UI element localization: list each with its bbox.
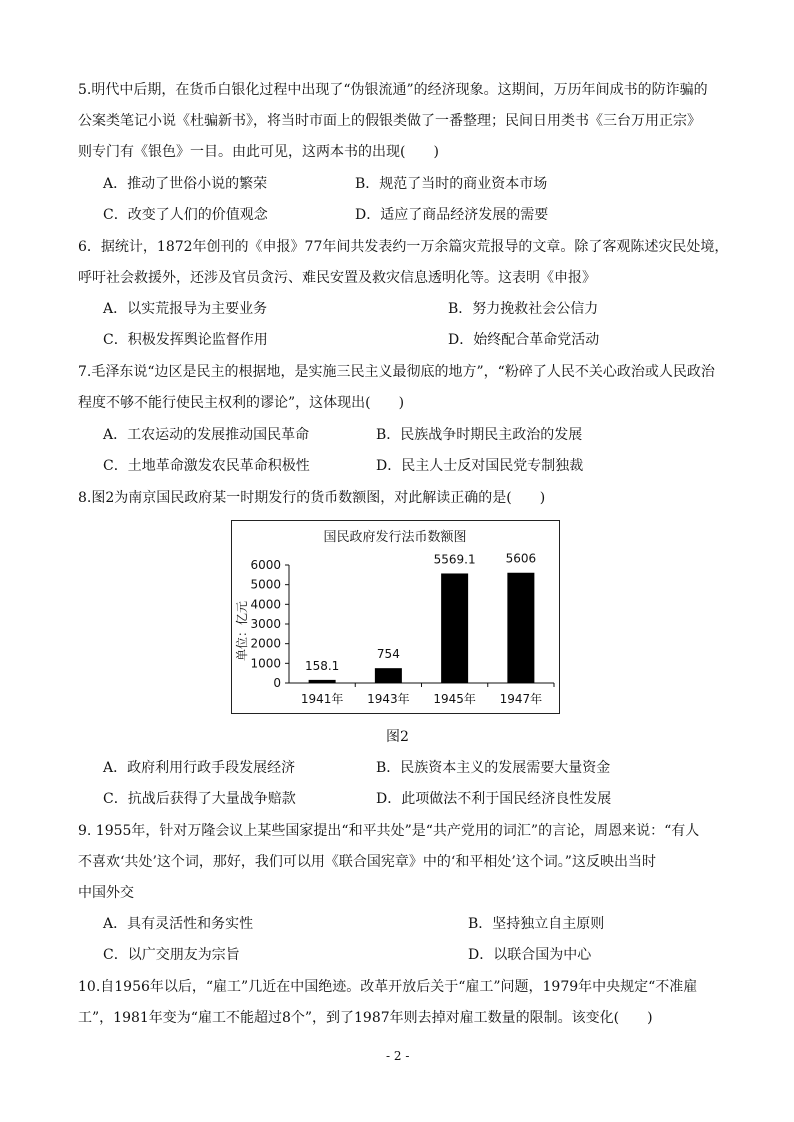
q5-option-a: A．推动了世俗小说的繁荣: [103, 176, 268, 192]
q9-line1: 9. 1955年，针对万隆会议上某些国家提出“和平共处”是“共产党用的词汇”的言论，周恩来说：“有人: [78, 823, 700, 839]
chart-bar: [309, 680, 336, 683]
chart-ylabel: 单位：亿元: [235, 600, 249, 662]
q8-option-a: A．政府利用行政手段发展经济: [103, 760, 296, 776]
q6-option-c: C．积极发挥舆论监督作用: [103, 332, 268, 348]
chart-title: 国民政府发行法币数额图: [323, 530, 467, 545]
q6-line2: 呼吁社会救援外，还涉及官员贪污、难民安置及救灾信息透明化等。这表明《申报》: [78, 270, 596, 286]
chart-y-tick-label: 3000: [250, 617, 281, 631]
q5-option-c: C．改变了人们的价值观念: [103, 207, 268, 223]
q5-line3: 则专门有《银色》一目。由此可见，这两本书的出现( ): [78, 144, 439, 160]
chart-bar: [507, 573, 534, 683]
chart-x-tick-label: 1947年: [499, 692, 543, 706]
q5-option-d: D．适应了商品经济发展的需要: [355, 207, 549, 223]
chart-y-tick-label: 5000: [250, 577, 281, 592]
q9-option-b: B．坚持独立自主原则: [468, 916, 605, 932]
q10-line1: 10.自1956年以后，“雇工”几近在中国绝迹。改革开放后关于“雇工”问题，1979年中央规定“不准雇: [78, 979, 698, 995]
chart-x-tick-label: 1943年: [367, 692, 410, 706]
chart-bars: [305, 552, 536, 683]
chart-svg: [232, 521, 559, 713]
q9-line3: 中国外交: [78, 885, 134, 901]
chart-y-tick-label: 4000: [250, 597, 281, 612]
chart-bar: [441, 573, 468, 683]
q9-option-a: A．具有灵活性和务实性: [103, 916, 254, 932]
q8-option-d: D．此项做法不利于国民经济良性发展: [376, 791, 612, 807]
q6-line1: 6．据统计，1872年创刊的《申报》77年间共发表约一万余篇灾荒报导的文章。除了客观陈述灾民处境，: [78, 239, 729, 255]
chart-x-tick-label: 1945年: [433, 692, 476, 706]
q5-line2: 公案类笔记小说《杜骗新书》，将当时市面上的假银类做了一番整理；民间日用类书《三台万用正宗》: [78, 113, 701, 129]
q6-option-b: B．努力挽救社会公信力: [448, 301, 599, 317]
q8-option-b: B．民族资本主义的发展需要大量资金: [376, 760, 611, 776]
chart-data-label: 754: [376, 647, 400, 662]
chart-bar: [375, 668, 402, 683]
q9-option-c: C．以广交朋友为宗旨: [103, 947, 240, 963]
money-issuance-chart: [231, 520, 560, 714]
q6-option-d: D．始终配合革命党活动: [448, 332, 600, 348]
q7-option-d: D．民主人士反对国民党专制独裁: [376, 458, 584, 474]
page-number: - 2 -: [386, 1049, 410, 1063]
chart-data-label: 158.1: [304, 658, 340, 673]
q10-line2: 工”，1981年变为“雇工不能超过8个”，到了1987年则去掉对雇工数量的限制。该变化( ): [78, 1010, 653, 1026]
q5-option-b: B．规范了当时的商业资本市场: [355, 176, 548, 192]
chart-y-tick-label: 0: [273, 676, 281, 690]
q5-line1: 5.明代中后期，在货币白银化过程中出现了“伪银流通”的经济现象。这期间，万历年间成书的防诈骗的: [78, 82, 708, 98]
q8-option-c: C．抗战后获得了大量战争赔款: [103, 791, 296, 807]
chart-data-label: 5606: [505, 551, 537, 566]
q8-line1: 8.图2为南京国民政府某一时期发行的货币数额图，对此解读正确的是( ): [78, 490, 546, 506]
q7-line1: 7.毛泽东说“边区是民主的根据地，是实施三民主义最彻底的地方”，“粉碎了人民不关心政治或人民政治: [78, 364, 715, 380]
q9-option-d: D．以联合国为中心: [468, 947, 592, 963]
q7-option-a: A．工农运动的发展推动国民革命: [103, 427, 310, 443]
chart-y-tick-label: 1000: [250, 656, 281, 671]
q7-line2: 程度不够不能行使民主权利的谬论”，这体现出( ): [78, 395, 405, 411]
chart-y-tick-label: 2000: [250, 636, 281, 651]
q9-line2: 不喜欢‘共处’这个词，那好，我们可以用《联合国宪章》中的‘和平相处’这个词。”这反映出当时: [78, 854, 656, 870]
chart-x-tick-label: 1941年: [300, 692, 344, 706]
q7-option-b: B．民族战争时期民主政治的发展: [376, 427, 583, 443]
q7-option-c: C．土地革命激发农民革命积极性: [103, 458, 310, 474]
chart-y-tick-label: 6000: [250, 558, 281, 572]
figure-caption: 图2: [386, 729, 409, 745]
q6-option-a: A．以实荒报导为主要业务: [103, 301, 268, 317]
chart-data-label: 5569.1: [433, 552, 476, 567]
